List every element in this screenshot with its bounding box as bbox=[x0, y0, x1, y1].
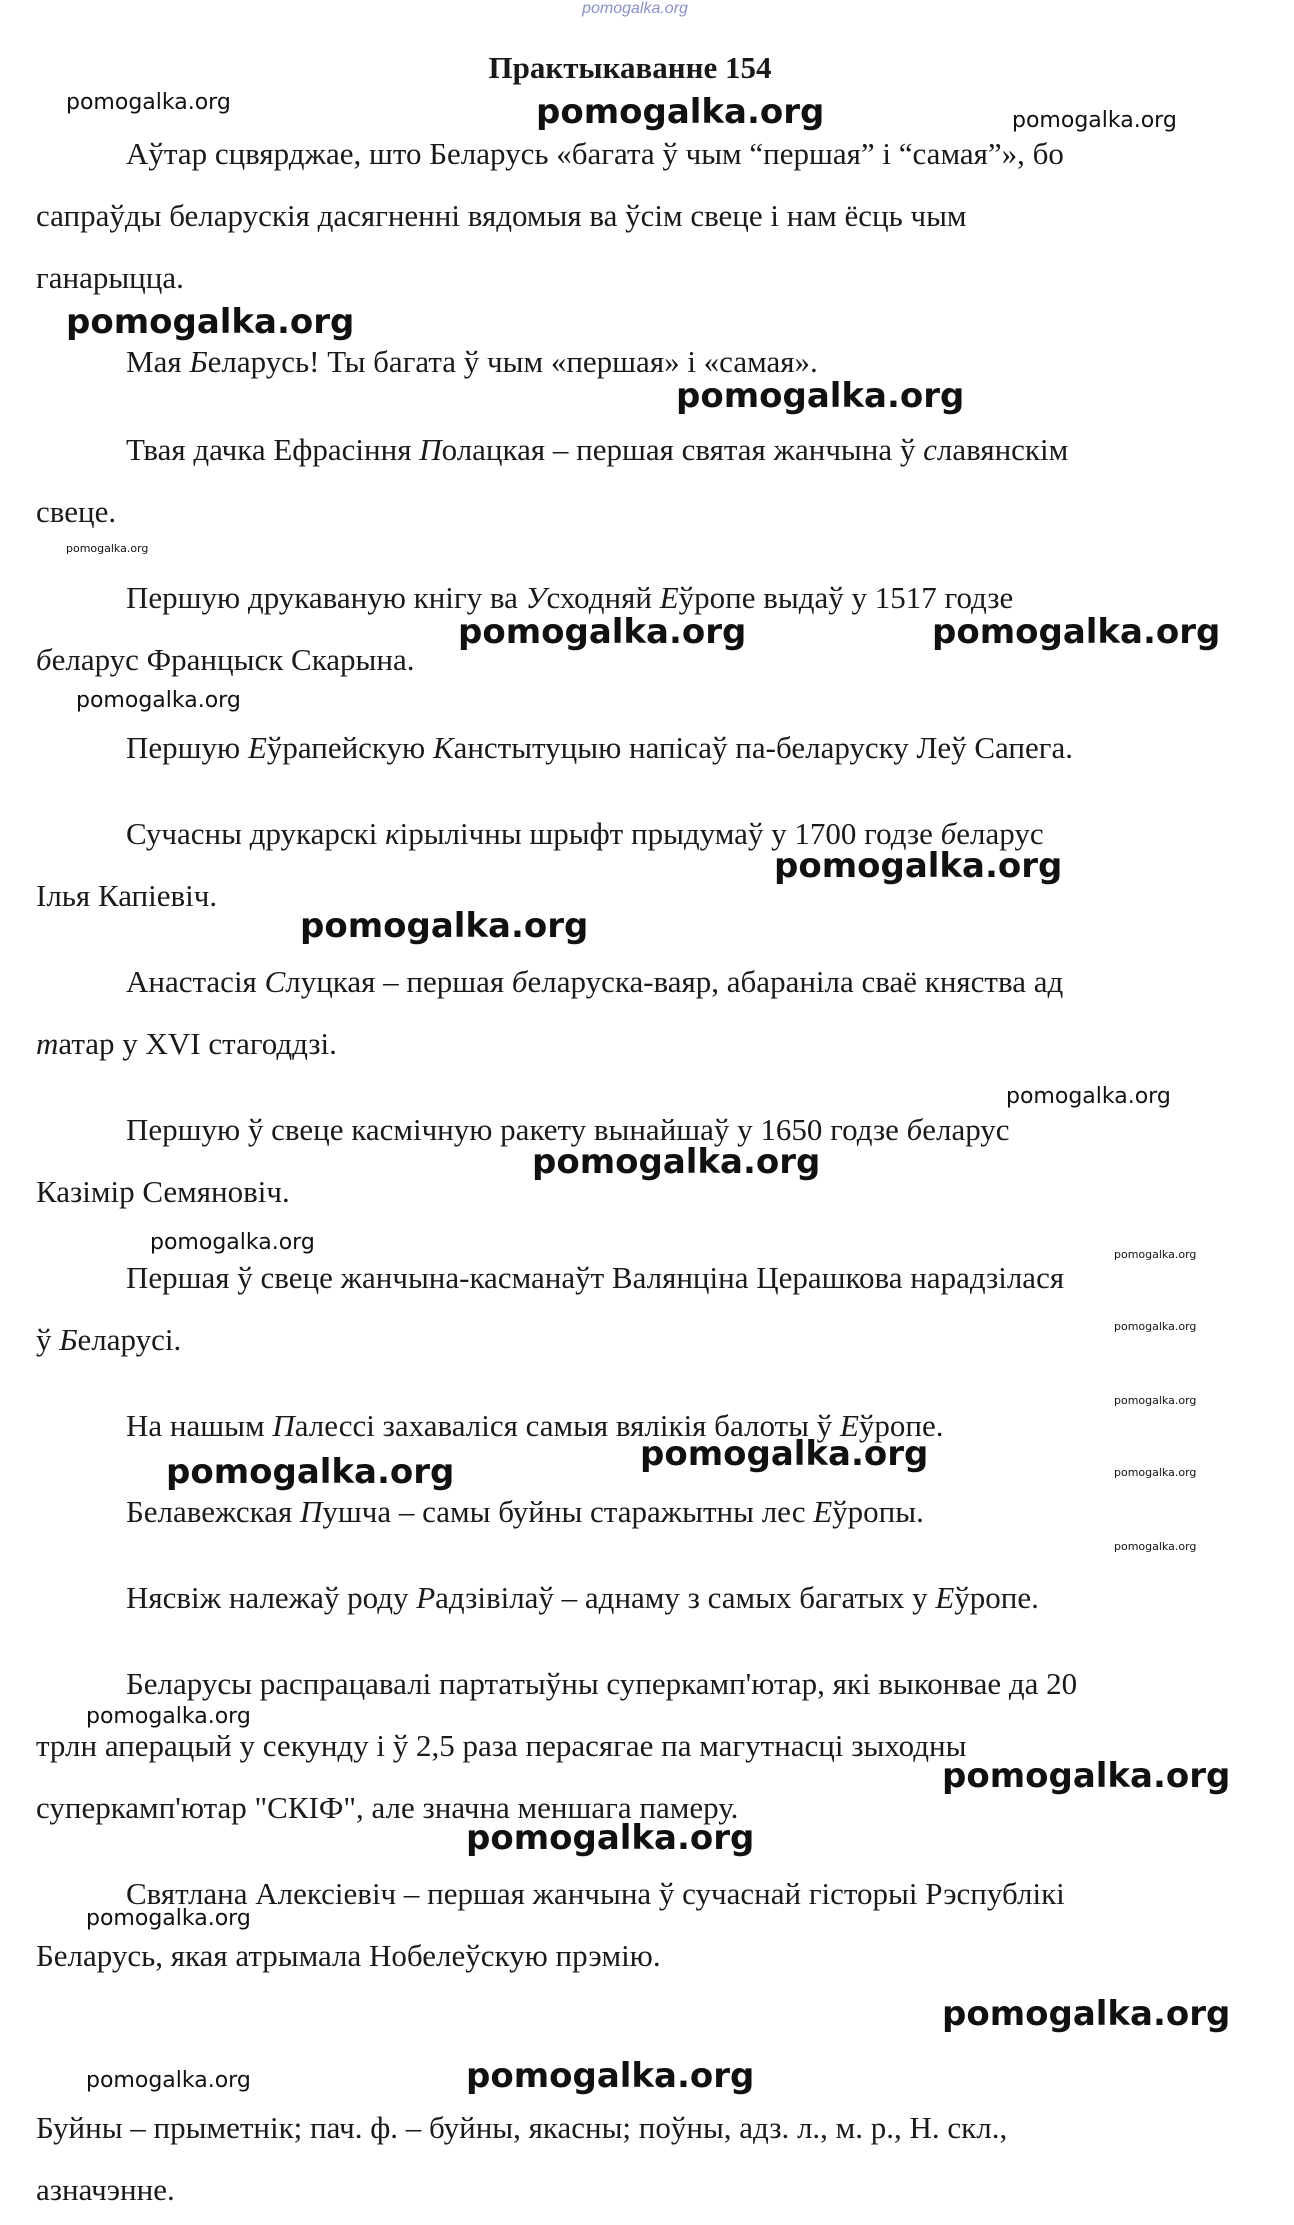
watermark: pomogalka.org bbox=[1114, 1394, 1197, 1407]
text-line: ганарыцца. bbox=[36, 260, 184, 295]
text-line: Святлана Алексіевіч – першая жанчына ў сучаснай гісторыі Рэспублікі bbox=[126, 1876, 1065, 1911]
watermark: pomogalka.org bbox=[86, 1906, 251, 1931]
watermark: pomogalka.org bbox=[300, 906, 589, 946]
text-line: Анастасія Слуцкая – першая беларуска-ваяр, абараніла сваё княства ад bbox=[126, 964, 1064, 999]
watermark: pomogalka.org bbox=[86, 1704, 251, 1729]
text-line: Нясвіж належаў роду Радзівілаў – аднаму з самых багатых у Еўропе. bbox=[126, 1580, 1039, 1615]
watermark: pomogalka.org bbox=[86, 2068, 251, 2093]
watermark: pomogalka.org bbox=[150, 1230, 315, 1255]
watermark: pomogalka.org bbox=[166, 1452, 455, 1492]
watermark: pomogalka.org bbox=[536, 92, 825, 132]
watermark: pomogalka.org bbox=[66, 90, 231, 115]
text-line: Буйны – прыметнік; пач. ф. – буйны, якасны; поўны, адз. л., м. р., Н. скл., bbox=[36, 2110, 1008, 2145]
text-line: Першую друкаваную кнігу ва Усходняй Еўропе выдаў у 1517 годзе bbox=[126, 580, 1014, 615]
watermark: pomogalka.org bbox=[1006, 1084, 1171, 1109]
watermark: pomogalka.org bbox=[66, 302, 355, 342]
text-line: Казімір Семяновіч. bbox=[36, 1174, 290, 1209]
text-line: татар у XVI стагоддзі. bbox=[36, 1026, 337, 1061]
text-line: Мая Беларусь! Ты багата ў чым «першая» і «самая». bbox=[126, 344, 818, 379]
text-line: Першую Еўрапейскую Канстытуцыю напісаў па-беларуску Леў Сапега. bbox=[126, 730, 1073, 765]
text-line: Аўтар сцвярджае, што Беларусь «багата ў чым “першая” і “самая”», бо bbox=[126, 136, 1064, 171]
text-line: Беларусы распрацавалі партатыўны суперкамп'ютар, які выконвае да 20 bbox=[126, 1666, 1078, 1701]
watermark: pomogalka.org bbox=[1114, 1466, 1197, 1479]
text-line: На нашым Палессі захаваліся самыя вялікія балоты ў Еўропе. bbox=[126, 1408, 944, 1443]
text-line: сапраўды беларускія дасягненні вядомыя ва ўсім свеце і нам ёсць чым bbox=[36, 198, 967, 233]
watermark: pomogalka.org bbox=[76, 688, 241, 713]
watermark: pomogalka.org bbox=[1114, 1320, 1197, 1333]
watermark: pomogalka.org bbox=[466, 2056, 755, 2096]
text-line: суперкамп'ютар "СКІФ", але значна меншага памеру. bbox=[36, 1790, 739, 1825]
watermark: pomogalka.org bbox=[640, 1434, 929, 1474]
text-line: трлн аперацый у секунду і ў 2,5 раза перасягае па магутнасці зыходны bbox=[36, 1728, 967, 1763]
watermark: pomogalka.org bbox=[942, 1756, 1231, 1796]
text-line: азначэнне. bbox=[36, 2172, 175, 2207]
watermark: pomogalka.org bbox=[676, 376, 965, 416]
text-line: беларус Францыск Скарына. bbox=[36, 642, 415, 677]
watermark: pomogalka.org bbox=[774, 846, 1063, 886]
text-line: ў Беларусі. bbox=[36, 1322, 182, 1357]
text-line: свеце. bbox=[36, 494, 117, 529]
text-line: Беларусь, якая атрымала Нобелеўскую прэмію. bbox=[36, 1938, 661, 1973]
watermark: pomogalka.org bbox=[1114, 1248, 1197, 1261]
watermark: pomogalka.org bbox=[458, 612, 747, 652]
watermark: pomogalka.org bbox=[1012, 108, 1177, 133]
text-line: Сучасны друкарскі кірылічны шрыфт прыдумаў у 1700 годзе беларус bbox=[126, 816, 1044, 851]
text-line: Ілья Капіевіч. bbox=[36, 878, 218, 913]
text-line: Твая дачка Ефрасіння Полацкая – першая святая жанчына ў славянскім bbox=[126, 432, 1069, 467]
watermark: pomogalka.org bbox=[1114, 1540, 1197, 1553]
text-line: Першую ў свеце касмічную ракету вынайшаў у 1650 годзе беларус bbox=[126, 1112, 1010, 1147]
watermark: pomogalka.org bbox=[466, 1818, 755, 1858]
text-line: Белавежская Пушча – самы буйны старажытны лес Еўропы. bbox=[126, 1494, 924, 1529]
watermark: pomogalka.org bbox=[532, 1142, 821, 1182]
page-title: Практыкаванне 154 bbox=[488, 50, 772, 85]
top-watermark: pomogalka.org bbox=[582, 0, 688, 17]
text-line: Першая ў свеце жанчына-касманаўт Валянціна Церашкова нарадзілася bbox=[126, 1260, 1065, 1295]
watermark: pomogalka.org bbox=[66, 542, 149, 555]
watermark: pomogalka.org bbox=[942, 1994, 1231, 2034]
watermark: pomogalka.org bbox=[932, 612, 1221, 652]
